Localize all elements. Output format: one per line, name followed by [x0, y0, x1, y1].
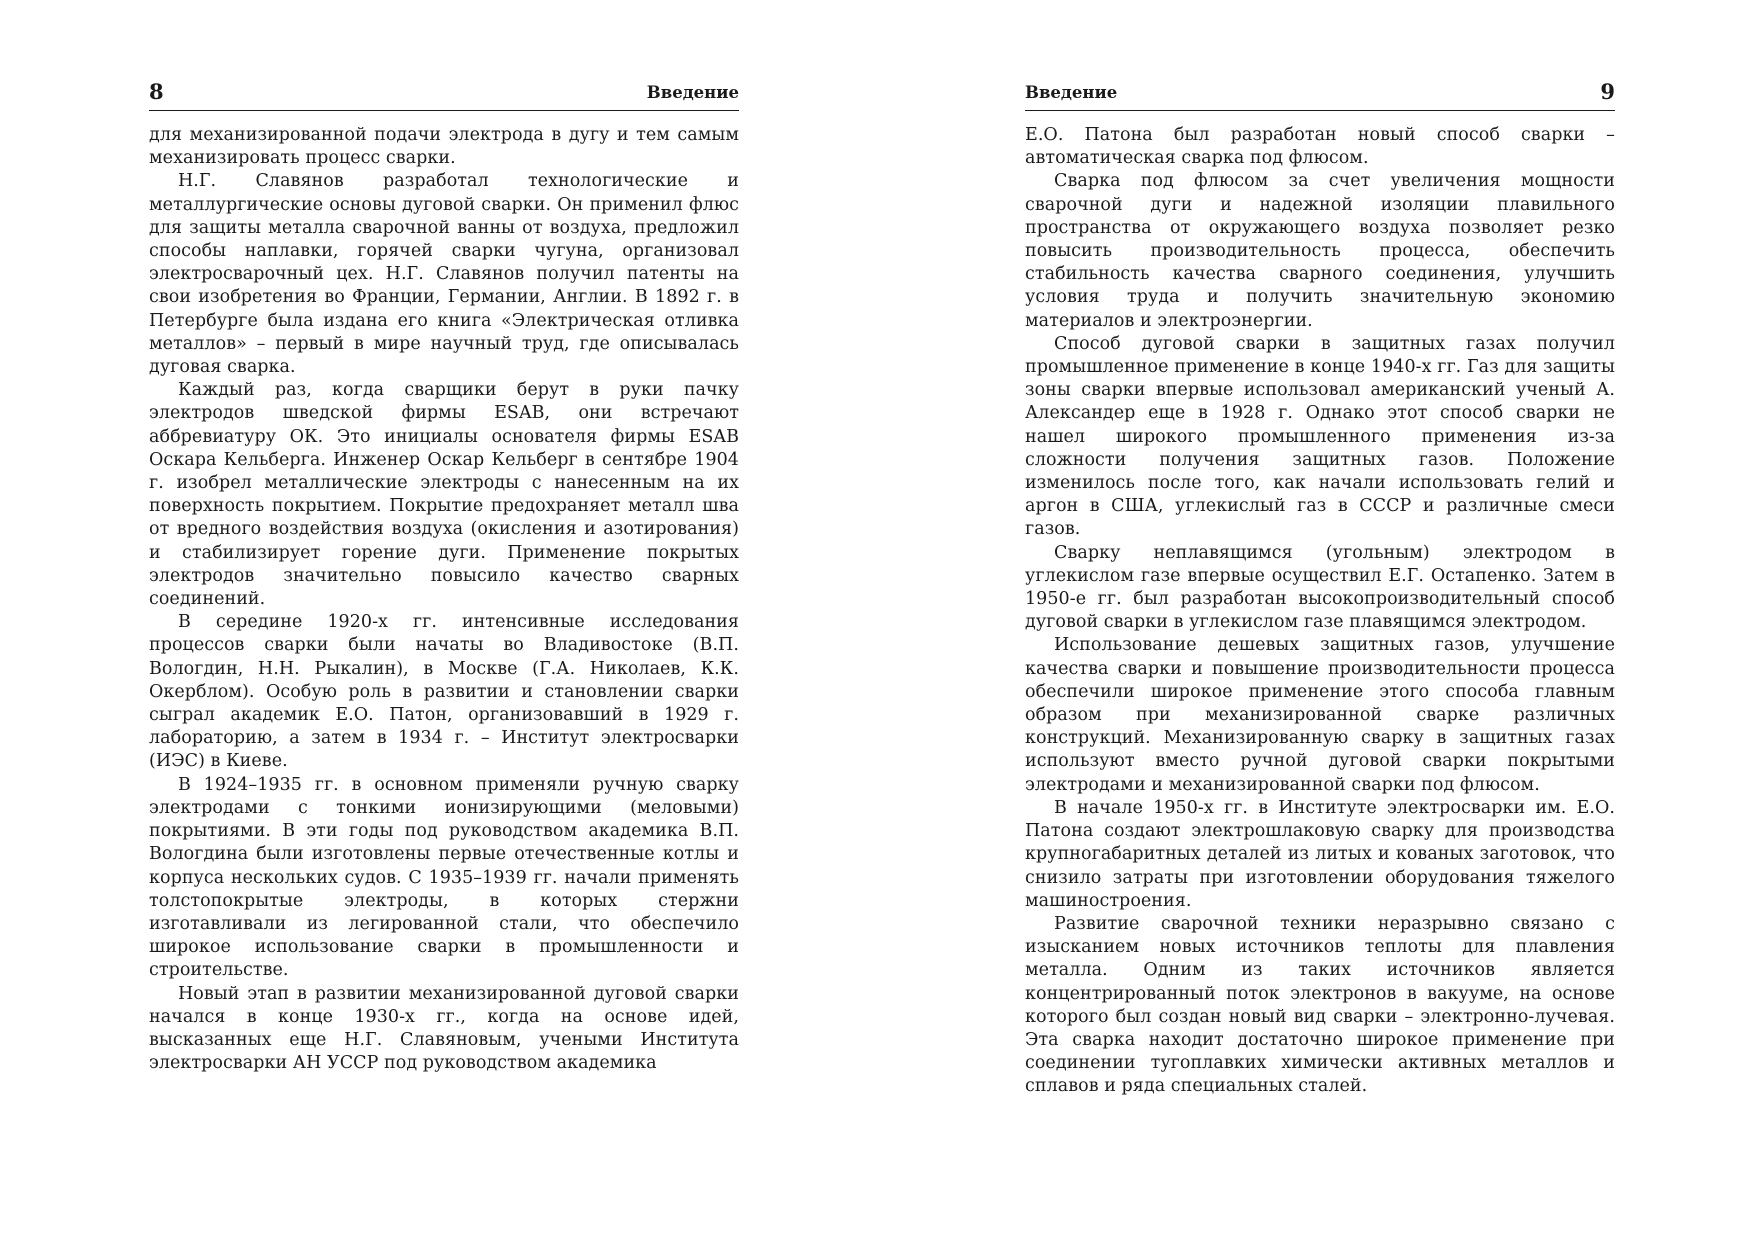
right-page-number: 9 [1600, 79, 1615, 104]
paragraph: Новый этап в развитии механизированной дуговой сварки начался в конце 1930-х гг., когда на основе идей, высказанных еще Н.Г. Славяновым, учеными Института электросварки АН УССР под руководством академика [149, 983, 739, 1074]
paragraph: Использование дешевых защитных газов, улучшение качества сварки и повышение производительности процесса обеспечили широкое применение этого способа главным образом при механизированной сварке различных конструкций. Механизированную сварку в защитных газах используют вместо ручной дуговой сварки покрытыми электродами и механизированной сварки под флюсом. [1025, 635, 1615, 795]
left-page [149, 79, 739, 1075]
paragraph: Каждый раз, когда сварщики берут в руки пачку электродов шведской фирмы ESAB, они встречают аббревиатуру ОК. Это инициалы основателя фирмы ESAB Оскара Кельберга. Инженер Оскар Кельберг в сентябре 1904 г. изобрел металлические электроды с нанесенным на их поверхность покрытием. Покрытие предохраняет металл шва от вредного воздействия воздуха (окисления и азотирования) и стабилизирует горение дуги. Применение покрытых электродов значительно повысило качество сварных соединений. [149, 380, 739, 610]
left-page-body [149, 124, 739, 1075]
paragraph: Развитие сварочной техники неразрывно связано с изысканием новых источников теплоты для плавления металла. Одним из таких источников является концентрированный поток электронов в вакууме, на основе которого был создан новый вид сварки – электронно-лучевая. Эта сварка находит достаточно широкое применение при соединении тугоплавких химически активных металлов и сплавов и ряда специальных сталей. [1025, 913, 1615, 1097]
left-page-number: 8 [149, 79, 164, 104]
paragraph: Сварка под флюсом за счет увеличения мощности сварочной дуги и надежной изоляции плавильного пространства от окружающего воздуха позволяет резко повысить производительность процесса, обеспечить стабильность качества сварного соединения, улучшить условия труда и получить значительную экономию материалов и электроэнергии. [1025, 171, 1615, 331]
left-section-title: Введение [646, 83, 739, 102]
paragraph: для механизированной подачи электрода в дугу и тем самым механизировать процесс сварки. [149, 125, 739, 169]
paragraph: Способ дуговой сварки в защитных газах получил промышленное применение в конце 1940-х гг. Газ для защиты зоны сварки впервые использовал американский ученый А. Александер еще в 1928 г. Однако этот способ сварки не нашел широкого промышленного применения из-за сложности получения защитных газов. Положение изменилось после того, как начали использовать гелий и аргон в США, углекислый газ в СССР и различные смеси газов. [1025, 333, 1615, 540]
paragraph: В середине 1920-х гг. интенсивные исследования процессов сварки были начаты во Владивостоке (В.П. Вологдин, Н.Н. Рыкалин), в Москве (Г.А. Николаев, К.К. Окерблом). Особую роль в развитии и становлении сварки сыграл академик Е.О. Патон, организовавший в 1929 г. лабораторию, а затем в 1934 г. – Институт электросварки (ИЭС) в Киеве. [149, 612, 739, 772]
paragraph: В 1924–1935 гг. в основном применяли ручную сварку электродами с тонкими ионизирующими (меловыми) покрытиями. В эти годы под руководством академика В.П. Вологдина были изготовлены первые отечественные котлы и корпуса нескольких судов. С 1935–1939 гг. начали применять толстопокрытые электроды, в которых стержни изготавливали из легированной стали, что обеспечило широкое использование сварки в промышленности и строительстве. [149, 774, 739, 981]
paragraph: В начале 1950-х гг. в Институте электросварки им. Е.О. Патона создают электрошлаковую сварку для производства крупногабаритных деталей из литых и кованых заготовок, что снизило затраты при изготовлении оборудования тяжелого машиностроения. [1025, 797, 1615, 911]
right-page [1025, 79, 1615, 1099]
left-running-head [149, 79, 739, 111]
paragraph: Сварку неплавящимся (угольным) электродом в углекислом газе впервые осуществил Е.Г. Остапенко. Затем в 1950-е гг. был разработан высокопроизводительный способ дуговой сварки в углекислом газе плавящимся электродом. [1025, 542, 1615, 633]
right-page-body [1025, 124, 1615, 1099]
paragraph: Е.О. Патона был разработан новый способ сварки – автоматическая сварка под флюсом. [1025, 125, 1615, 169]
right-section-title: Введение [1025, 83, 1118, 102]
right-running-head [1025, 79, 1615, 111]
paragraph: Н.Г. Славянов разработал технологические и металлургические основы дуговой сварки. Он применил флюс для защиты металла сварочной ванны от воздуха, предложил способы наплавки, горячей сварки чугуна, организовал электросварочный цех. Н.Г. Славянов получил патенты на свои изобретения во Франции, Германии, Англии. В 1892 г. в Петербурге была издана его книга «Электрическая отливка металлов» – первый в мире научный труд, где описывалась дуговая сварка. [149, 171, 739, 378]
